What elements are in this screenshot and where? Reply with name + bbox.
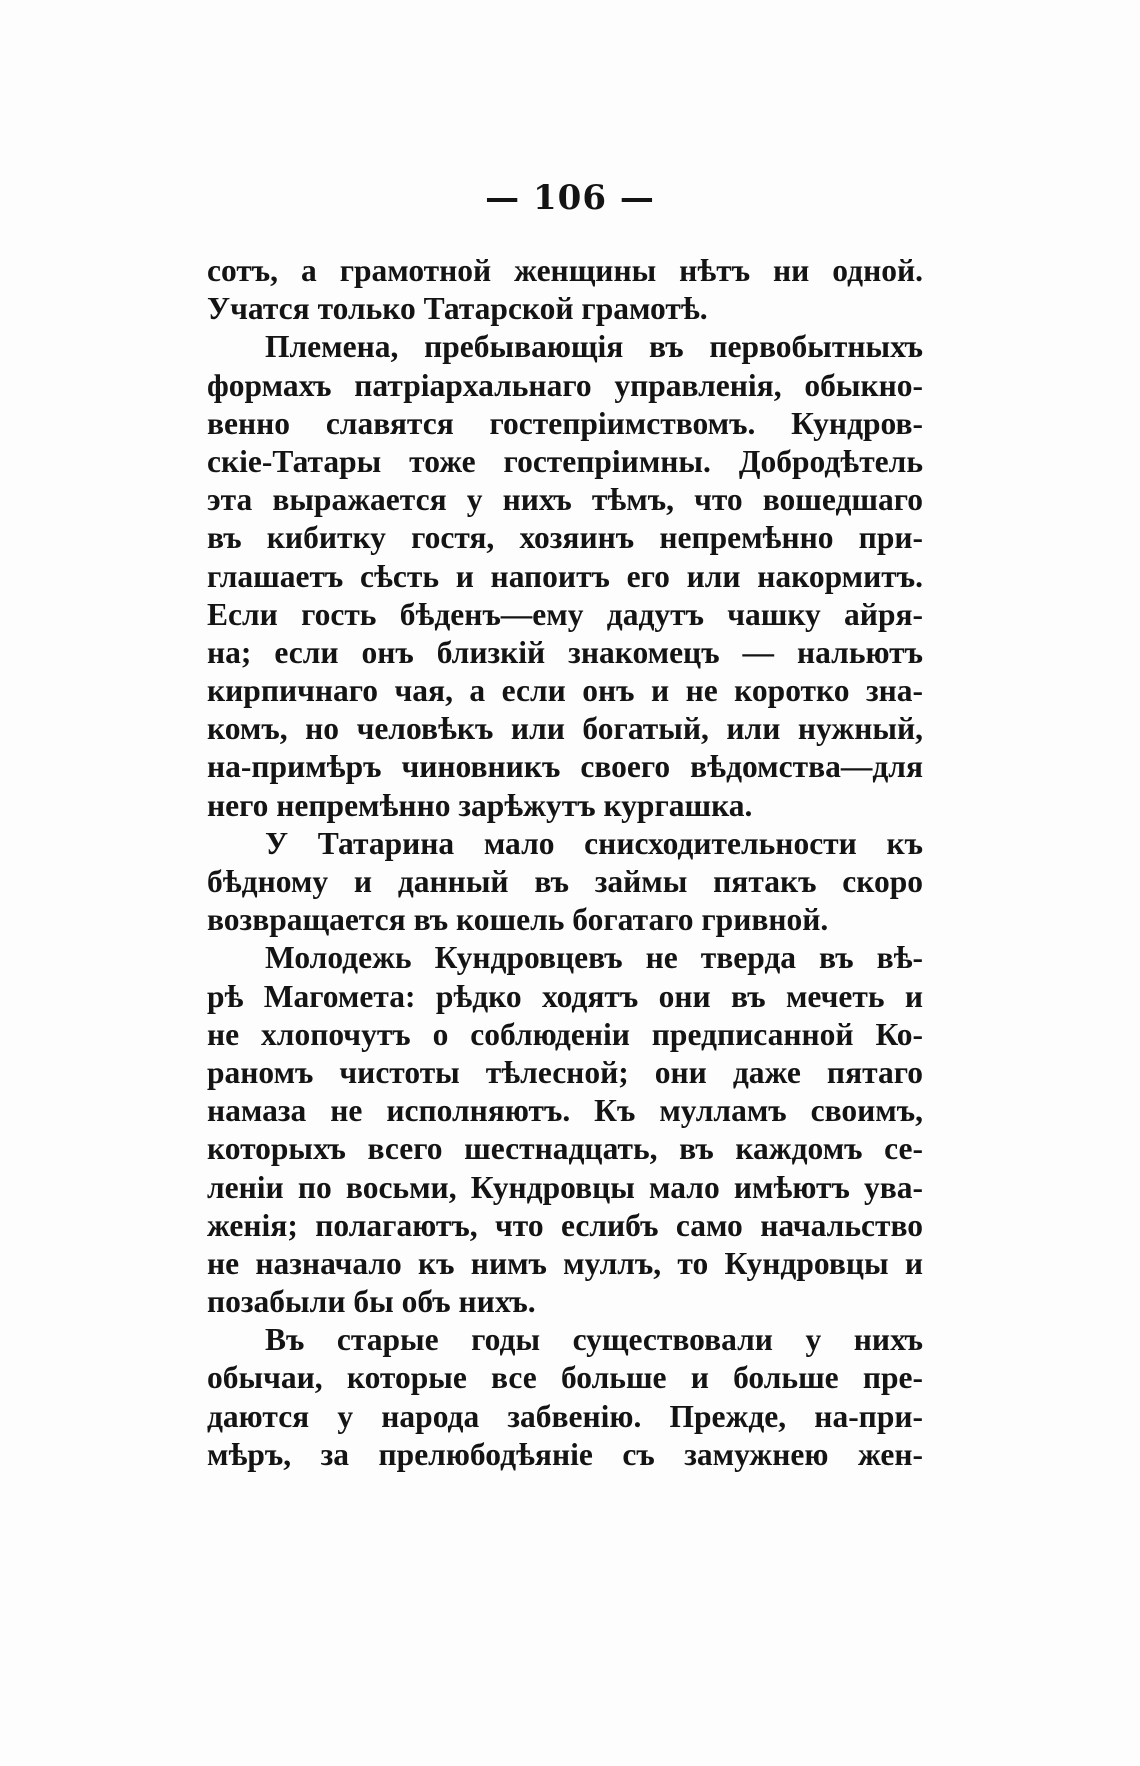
text-line: даются у народа забвенію. Прежде, на-при- [207,1398,923,1434]
text-line: женія; полагаютъ, что еслибъ само начальство [207,1207,923,1243]
text-line: кирпичнаго чая, а если онъ и не коротко зна- [207,673,923,709]
text-line: Молодежь Кундровцевъ не тверда въ вѣ- [265,940,923,976]
body-text [207,252,923,1474]
text-line: въ кибитку гостя, хозяинъ непремѣнно при- [207,520,923,556]
text-line: сотъ, а грамотной женщины нѣтъ ни одной. [207,253,923,288]
text-line: мѣръ, за прелюбодѣяніе съ замужнею жен- [207,1436,923,1472]
text-line: формахъ патріархальнаго управленія, обыкно- [207,367,923,403]
text-line: глашаетъ сѣсть и напоитъ его или накормитъ. [207,558,923,594]
text-line: не назначало къ нимъ муллъ, то Кундровцы и [207,1245,923,1281]
page-number: — 106 — [485,178,655,218]
text-line: эта выражается у нихъ тѣмъ, что вошедшаго [207,482,923,518]
text-line: него непремѣнно зарѣжутъ кургашка. [207,787,753,823]
text-line: рѣ Магомета: рѣдко ходятъ они въ мечеть и [207,978,923,1014]
text-line: Племена, пребывающія въ первобытныхъ [265,329,923,365]
text-line: возвращается въ кошель богатаго гривной. [207,902,829,938]
text-line: не хлопочутъ о соблюденіи предписанной Ко- [207,1016,923,1052]
text-line: Если гость бѣденъ—ему дадутъ чашку айря- [207,596,923,632]
text-line: обычаи, которые все больше и больше пре- [207,1360,923,1396]
text-line: скіе-Татары тоже гостепріимны. Добродѣтель [207,443,923,479]
text-line: бѣдному и данный въ займы пятакъ скоро [207,864,923,899]
text-line: на-примѣръ чиновникъ своего вѣдомства—для [207,749,923,785]
text-line: намаза не исполняютъ. Къ мулламъ своимъ, [207,1093,923,1129]
text-line: которыхъ всего шестнадцать, въ каждомъ се- [207,1131,923,1167]
text-line: венно славятся гостепріимствомъ. Кундров- [207,405,923,441]
text-line: комъ, но человѣкъ или богатый, или нужный, [207,711,923,747]
text-line: на; если онъ близкій знакомецъ — нальютъ [207,634,923,670]
text-line: позабыли бы объ нихъ. [207,1284,536,1320]
text-line: У Татарина мало снисходительности къ [265,825,923,861]
text-line: раномъ чистоты тѣлесной; они даже пятаго [207,1054,923,1090]
text-line: Въ старые годы существовали у нихъ [265,1322,923,1358]
text-line: леніи по восьми, Кундровцы мало имѣютъ ува- [207,1169,923,1205]
text-line: Учатся только Татарской грамотѣ. [207,291,708,327]
